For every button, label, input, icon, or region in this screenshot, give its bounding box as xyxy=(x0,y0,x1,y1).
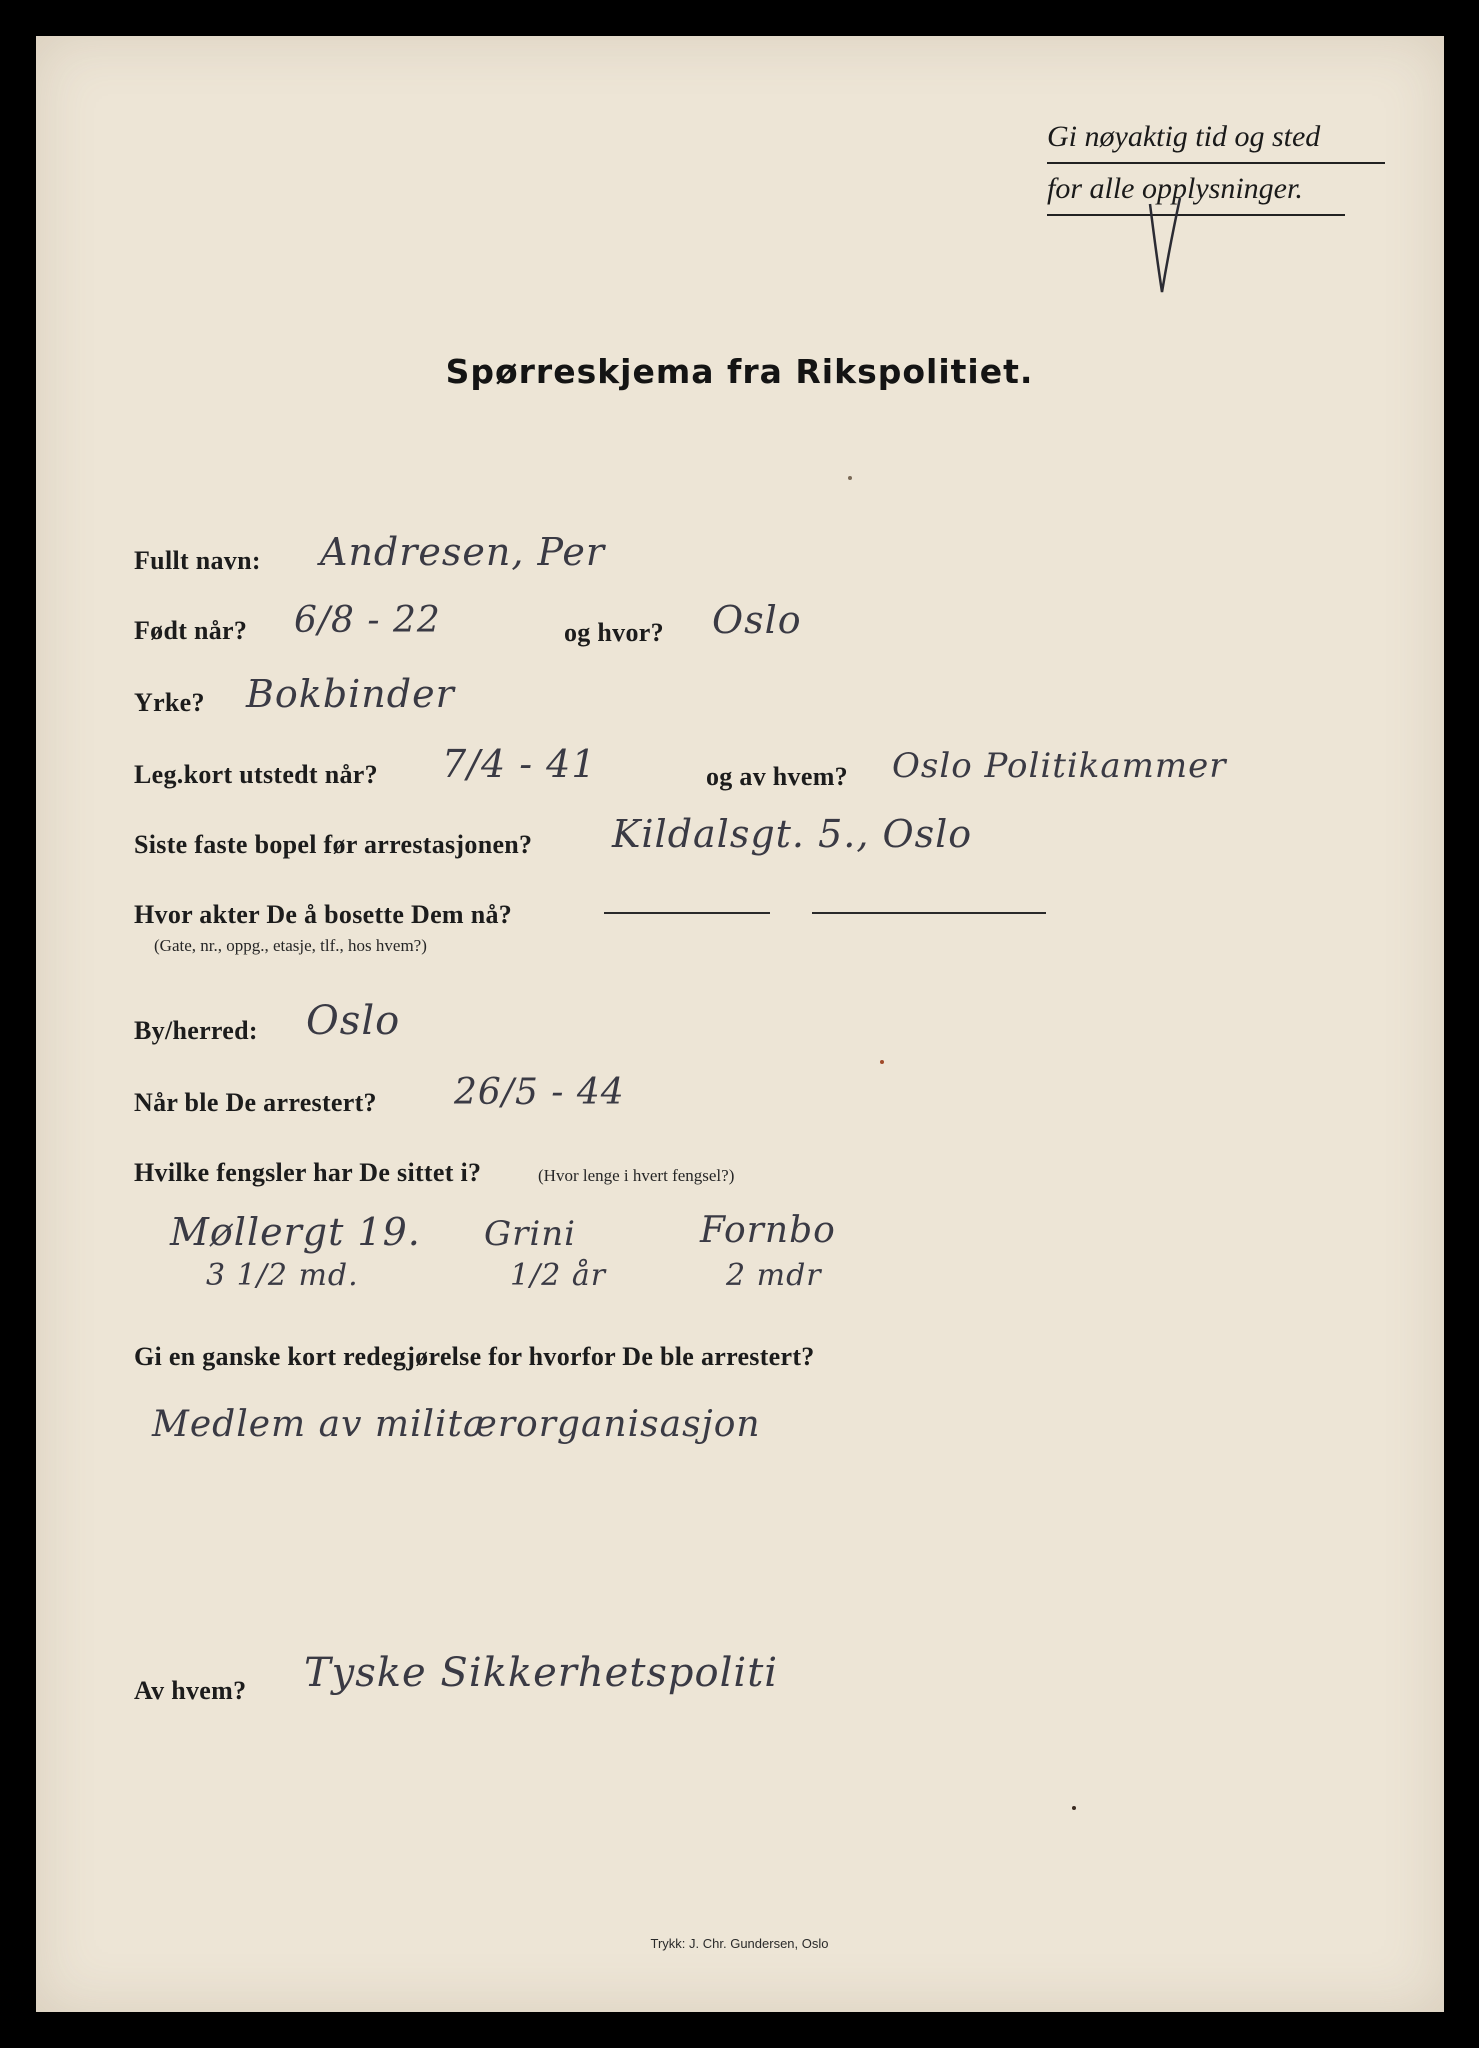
instruction-line-2: for alle opplysninger. xyxy=(1047,164,1345,216)
reason-label: Gi en ganske kort redegjørelse for hvorfor De ble arrestert? xyxy=(134,1342,815,1371)
by-whom-label: Av hvem? xyxy=(134,1676,247,1705)
born-label: Født når? xyxy=(134,616,248,645)
prisons-sublabel: (Hvor lenge i hvert fengsel?) xyxy=(538,1166,735,1185)
settle-blank-line-1 xyxy=(604,912,770,914)
prison-name-1: Møllergt 19. xyxy=(170,1210,421,1254)
prison-name-2: Grini xyxy=(484,1214,577,1254)
born-value: 6/8 - 22 xyxy=(294,600,441,641)
id-by-value: Oslo Politikammer xyxy=(892,746,1227,786)
municipality-value: Oslo xyxy=(306,998,401,1044)
name-value: Andresen, Per xyxy=(320,530,606,574)
id-issued-label: Leg.kort utstedt når? xyxy=(134,760,378,789)
born-where-value: Oslo xyxy=(712,598,802,642)
prison-duration-2: 1/2 år xyxy=(510,1258,607,1293)
occupation-label: Yrke? xyxy=(134,688,205,717)
instruction-line-1: Gi nøyaktig tid og sted xyxy=(1047,112,1385,164)
form-title: Spørreskjema fra Rikspolitiet. xyxy=(445,352,1034,391)
paper-speck xyxy=(848,476,852,480)
occupation-value: Bokbinder xyxy=(246,672,455,716)
paper-speck xyxy=(880,1060,884,1064)
prisons-label: Hvilke fengsler har De sittet i? xyxy=(134,1158,482,1187)
prison-duration-3: 2 mdr xyxy=(726,1258,822,1293)
settle-blank-line-2 xyxy=(812,912,1046,914)
prison-name-3: Fornbo xyxy=(700,1210,836,1251)
municipality-label: By/herred: xyxy=(134,1016,258,1045)
name-label: Fullt navn: xyxy=(134,546,261,575)
settle-label: Hvor akter De å bosette Dem nå? xyxy=(134,900,513,929)
last-address-label: Siste faste bopel før arrestasjonen? xyxy=(134,830,533,859)
arrested-when-value: 26/5 - 44 xyxy=(454,1072,625,1113)
paper-speck xyxy=(1072,1806,1076,1810)
id-issued-value: 7/4 - 41 xyxy=(442,742,597,786)
settle-sublabel: (Gate, nr., oppg., etasje, tlf., hos hvem?) xyxy=(154,936,427,955)
instruction-note xyxy=(1047,112,1385,216)
prison-duration-1: 3 1/2 md. xyxy=(206,1258,359,1293)
last-address-value: Kildalsgt. 5., Oslo xyxy=(612,812,973,856)
arrested-when-label: Når ble De arrestert? xyxy=(134,1088,377,1117)
checkmark-icon xyxy=(1148,196,1182,296)
born-where-label: og hvor? xyxy=(564,618,664,647)
printer-imprint: Trykk: J. Chr. Gundersen, Oslo xyxy=(650,1936,829,1951)
reason-value: Medlem av militærorganisasjon xyxy=(152,1404,761,1445)
id-by-label: og av hvem? xyxy=(706,762,848,791)
by-whom-value: Tyske Sikkerhetspoliti xyxy=(304,1650,779,1696)
